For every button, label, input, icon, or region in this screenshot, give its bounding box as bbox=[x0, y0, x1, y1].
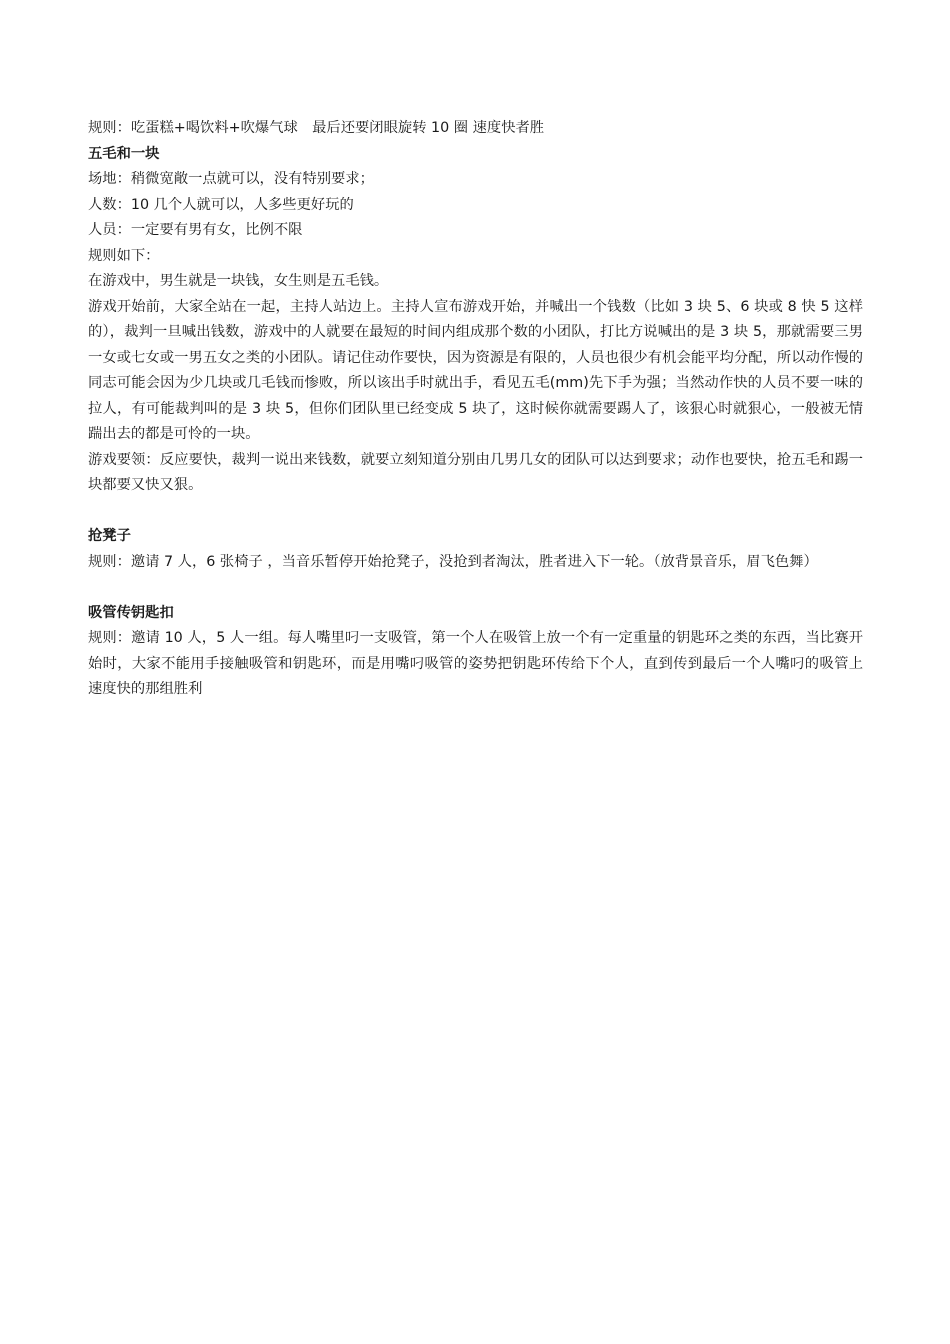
game-procedure-paragraph: 游戏开始前，大家全站在一起，主持人站边上。主持人宣布游戏开始，并喊出一个钱数（比如 3 块 5、6 块或 8 快 5 这样的），裁判一旦喊出钱数，游戏中的人就要在最短的时间内组成那个数的小团队，打比方说喊出的是 3 块 5，那就需要三男一女或七女或一男五女之类的小团队。请记住动作要快，因为资源是有限的，人员也很少有机会能平均分配，所以动作慢的同志可能会因为少几块或几毛钱而惨败，所以该出手时就出手，看见五毛(mm)先下手为强；当然动作快的人员不要一味的拉人，有可能裁判叫的是 3 块 5，但你们团队里已经变成 5 块了，这时候你就需要踢人了，该狠心时就狠心，一般被无情踹出去的都是可怜的一块。 bbox=[88, 298, 863, 442]
chair-game-rule: 规则：邀请 7 人，6 张椅子 ，当音乐暂停开始抢凳子，没抢到者淘汰，胜者进入下一轮。（放背景音乐，眉飞色舞） bbox=[88, 553, 818, 570]
headcount-line: 人数：10 几个人就可以，人多些更好玩的 bbox=[88, 196, 354, 213]
section-title-wumao-yikuai: 五毛和一块 bbox=[88, 145, 160, 162]
section-title-straw-keyring: 吸管传钥匙扣 bbox=[88, 604, 174, 621]
blank-line bbox=[88, 575, 863, 601]
game-tips-paragraph: 游戏要领：反应要快，裁判一说出来钱数，就要立刻知道分别由几男几女的团队可以达到要求；动作也要快，抢五毛和踢一块都要又快又狠。 bbox=[88, 451, 863, 493]
rules-heading-line: 规则如下： bbox=[88, 247, 160, 264]
section-title-qiang-dengzi: 抢凳子 bbox=[88, 528, 131, 544]
venue-line: 场地：稍微宽敞一点就可以，没有特别要求； bbox=[88, 171, 374, 187]
money-value-line: 在游戏中，男生就是一块钱，女生则是五毛钱。 bbox=[88, 273, 389, 289]
document-body bbox=[88, 116, 892, 703]
participants-line: 人员：一定要有男有女，比例不限 bbox=[88, 222, 303, 238]
blank-line bbox=[88, 499, 863, 525]
straw-game-rule: 规则：邀请 10 人，5 人一组。每人嘴里叼一支吸管，第一个人在吸管上放一个有一定重量的钥匙环之类的东西，当比赛开始时，大家不能用手接触吸管和钥匙环，而是用嘴叼吸管的姿势把钥匙环传给下个人，直到传到最后一个人嘴叼的吸管上 速度快的那组胜利 bbox=[88, 630, 892, 697]
intro-rule: 规则：吃蛋糕+喝饮料+吹爆气球 最后还要闭眼旋转 10 圈 速度快者胜 bbox=[88, 120, 545, 136]
